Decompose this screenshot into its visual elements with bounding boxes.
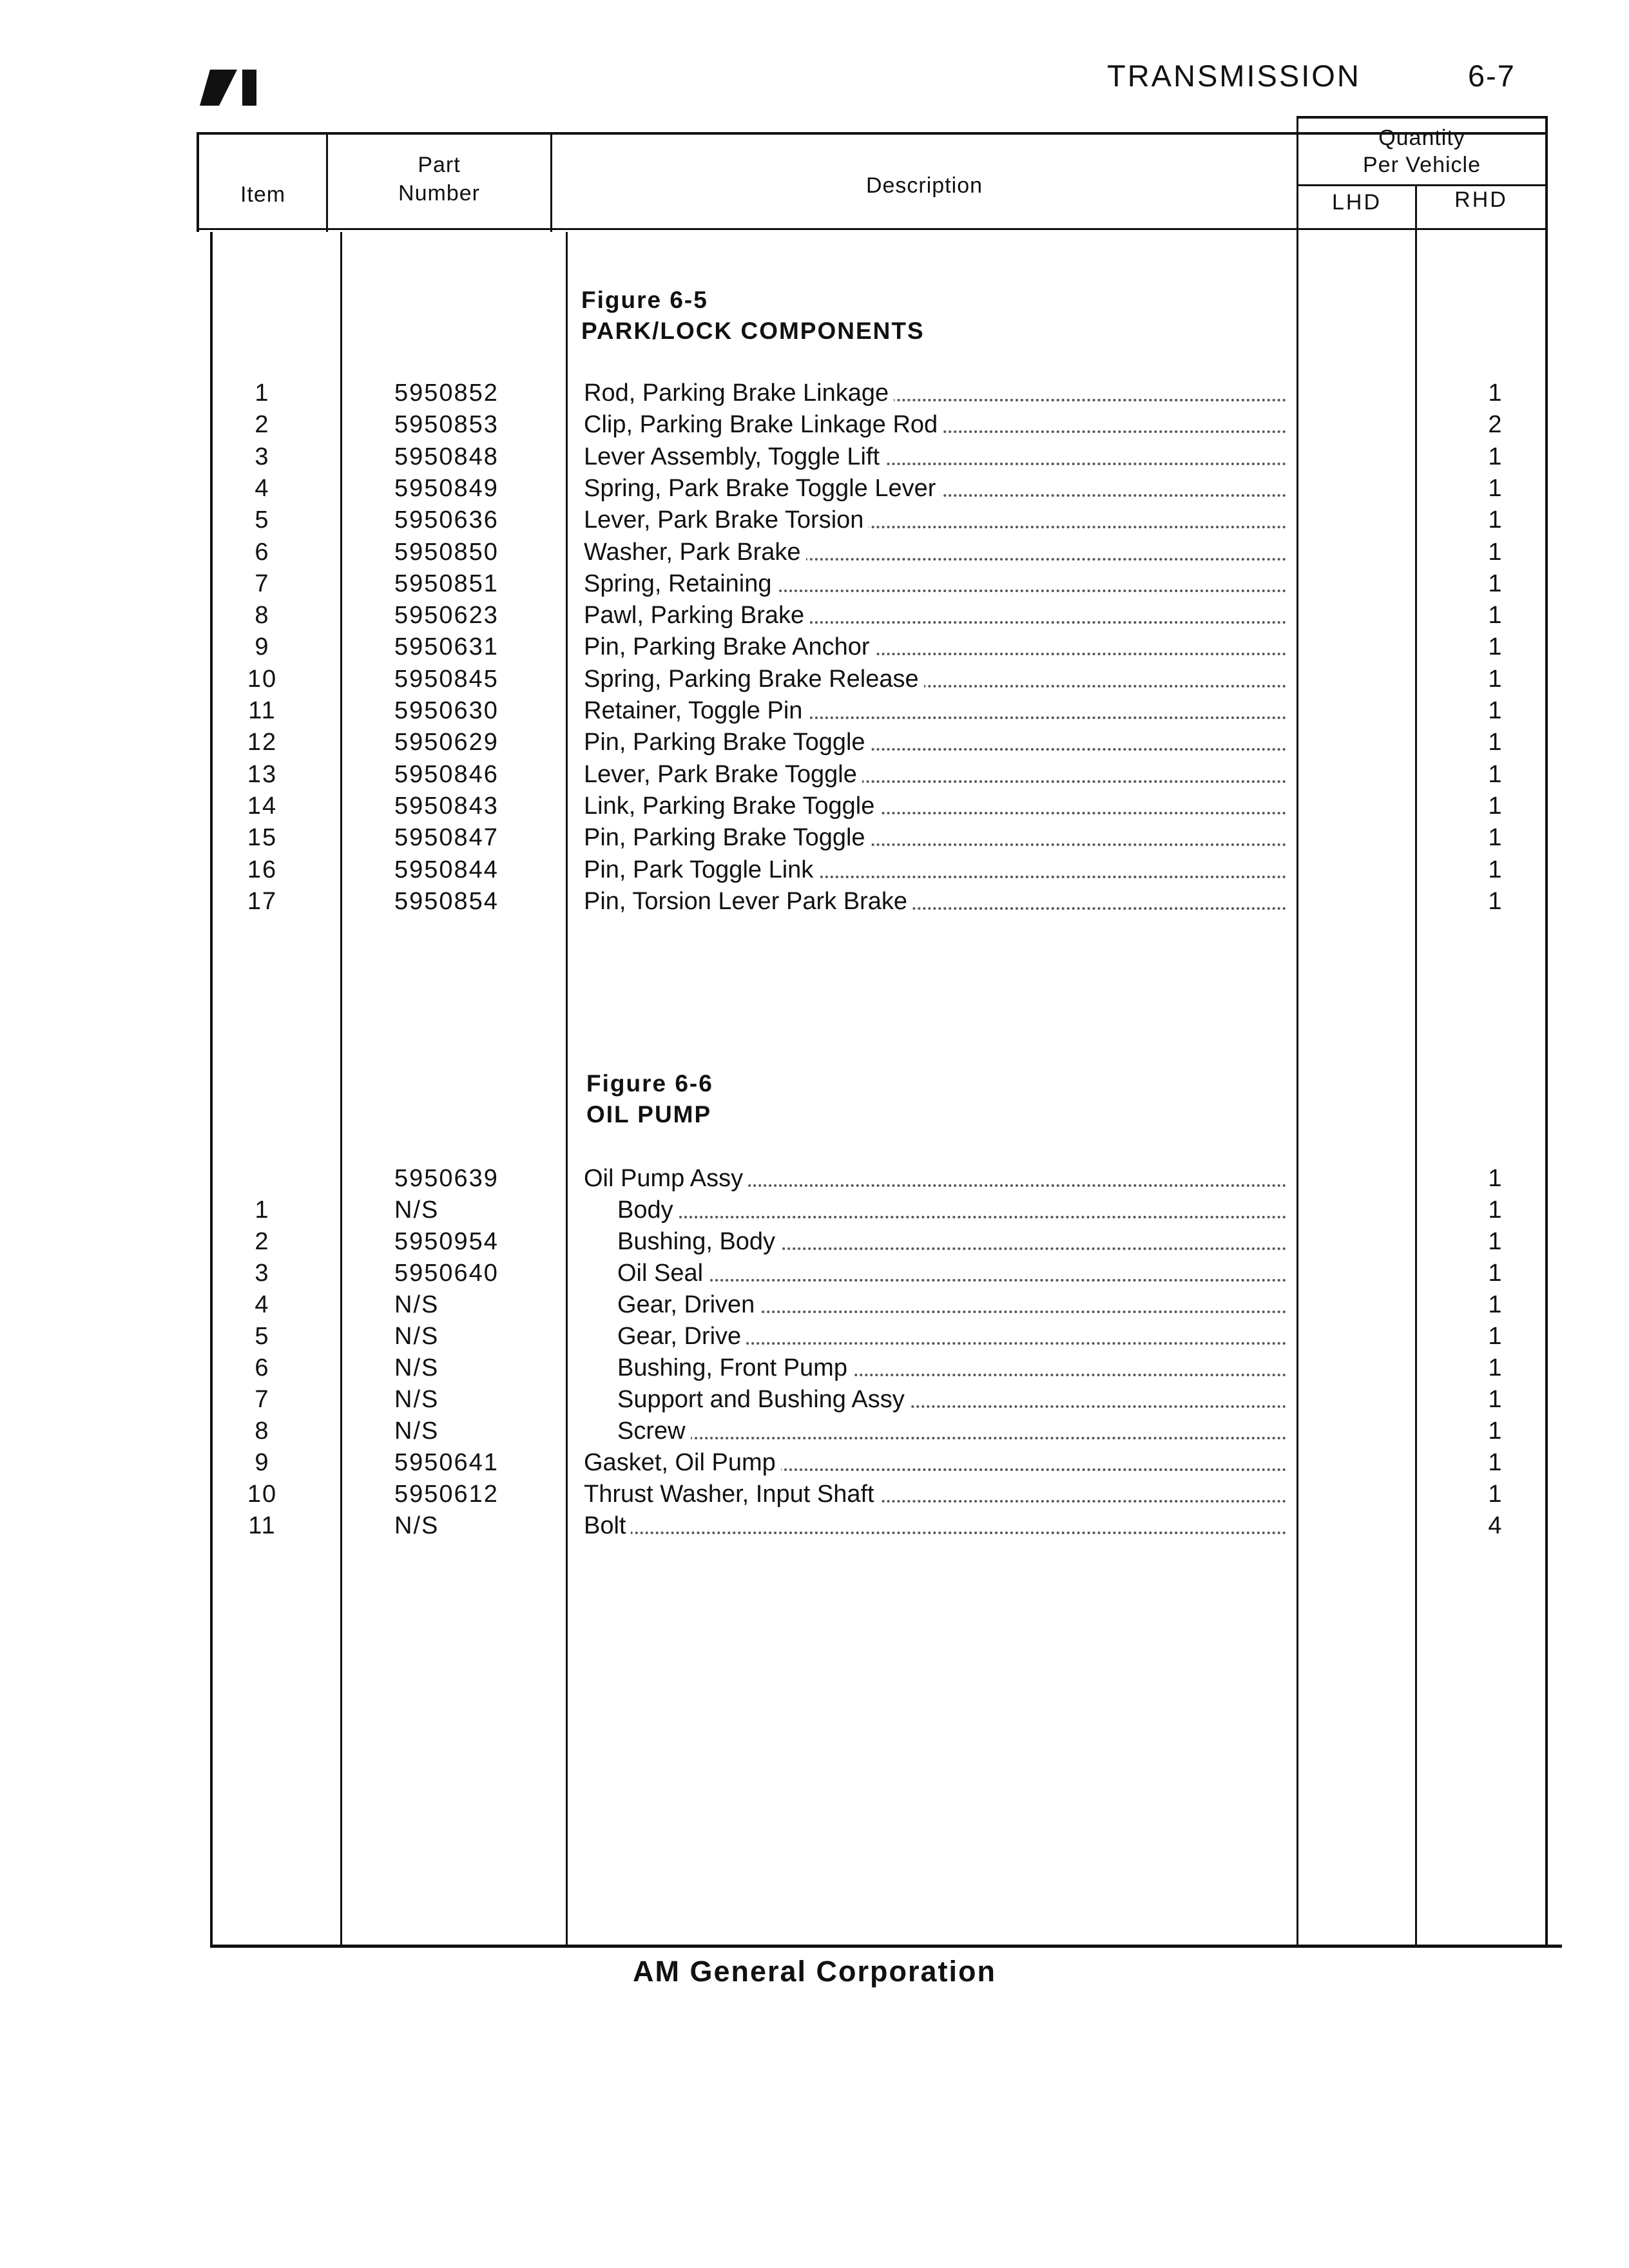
item-number: 7 [255, 570, 270, 597]
part-description [584, 408, 1286, 441]
figure-6-5-heading [581, 285, 925, 347]
figure-label: Figure 6-6 [586, 1070, 713, 1097]
table-row [0, 1383, 1629, 1416]
part-description [584, 885, 1286, 918]
part-description-text: Lever, Park Brake Torsion [584, 506, 869, 533]
item-number: 11 [248, 1512, 276, 1539]
rhd-quantity: 1 [1488, 1418, 1502, 1445]
part-description [584, 663, 1286, 695]
part-number: 5950636 [394, 506, 499, 534]
rhd-quantity: 1 [1488, 1354, 1502, 1381]
part-number: 5950847 [394, 824, 499, 852]
part-number: N/S [394, 1386, 439, 1413]
part-number: 5950630 [394, 697, 499, 724]
section-title: TRANSMISSION [1107, 59, 1361, 93]
part-number: N/S [394, 1323, 439, 1350]
rhd-quantity: 1 [1488, 1449, 1502, 1476]
table-row [0, 1352, 1629, 1384]
part-number: 5950641 [394, 1449, 499, 1476]
item-number: 11 [248, 697, 276, 724]
item-number: 8 [255, 1418, 270, 1445]
table-row [0, 1225, 1629, 1258]
part-description-text: Pin, Park Toggle Link [584, 856, 818, 883]
rhd-quantity: 1 [1488, 665, 1502, 693]
rhd-quantity: 2 [1488, 411, 1502, 439]
part-description [584, 441, 1286, 473]
table-row [0, 1320, 1629, 1352]
item-number: 2 [255, 411, 270, 439]
part-description-text: Pin, Parking Brake Anchor [584, 633, 875, 660]
part-description-text: Support and Bushing Assy [617, 1386, 910, 1413]
table-row [0, 441, 1629, 473]
part-description-text: Oil Seal [617, 1260, 708, 1287]
part-number: 5950851 [394, 570, 499, 597]
part-description [617, 1320, 1286, 1352]
part-description-text: Body [617, 1196, 679, 1224]
part-description-text: Clip, Parking Brake Linkage Rod [584, 411, 943, 438]
part-number: 5950853 [394, 411, 499, 439]
table-row [0, 599, 1629, 631]
figure-title: OIL PUMP [586, 1101, 712, 1128]
part-number: 5950639 [394, 1165, 499, 1192]
part-description-text: Oil Pump Assy [584, 1165, 748, 1192]
part-number: 5950854 [394, 887, 499, 915]
table-row [0, 695, 1629, 727]
part-description-text: Rod, Parking Brake Linkage [584, 380, 894, 407]
table-row [0, 1510, 1629, 1542]
rhd-quantity: 1 [1488, 474, 1502, 502]
part-number: 5950846 [394, 760, 499, 788]
part-description [584, 758, 1286, 791]
lhd-header: LHD [1331, 190, 1382, 215]
item-column-header: Item [240, 182, 286, 207]
figure-label: Figure 6-5 [581, 287, 708, 313]
rhd-quantity: 1 [1488, 729, 1502, 756]
rhd-quantity: 1 [1488, 443, 1502, 470]
table-row [0, 377, 1629, 409]
part-description-text: Link, Parking Brake Toggle [584, 793, 880, 820]
part-description-text: Pin, Parking Brake Toggle [584, 729, 871, 756]
publisher-footer: AM General Corporation [632, 1955, 997, 1988]
part-description-text: Lever, Park Brake Toggle [584, 761, 862, 788]
item-number: 4 [255, 1291, 270, 1318]
part-description-text: Retainer, Toggle Pin [584, 697, 807, 724]
part-description-text: Gasket, Oil Pump [584, 1449, 781, 1476]
rhd-quantity: 1 [1488, 506, 1502, 534]
rhd-quantity: 1 [1488, 760, 1502, 788]
part-description [584, 631, 1286, 663]
description-header: Description [865, 173, 983, 198]
part-description [584, 377, 1286, 409]
part-description-text: Spring, Retaining [584, 570, 777, 597]
part-description-text: Bolt [584, 1512, 631, 1539]
part-description-text: Gear, Driven [617, 1291, 760, 1318]
part-description [584, 599, 1286, 631]
rhd-quantity: 1 [1488, 538, 1502, 566]
header-divider [197, 228, 1548, 230]
table-row [0, 1415, 1629, 1447]
part-description-text: Gear, Drive [617, 1323, 746, 1350]
part-number: 5950844 [394, 856, 499, 883]
table-row [0, 408, 1629, 441]
part-description-text: Spring, Parking Brake Release [584, 666, 924, 693]
rhd-quantity: 1 [1488, 1323, 1502, 1350]
table-left-border [197, 132, 199, 232]
rhd-quantity: 1 [1488, 1165, 1502, 1192]
item-number: 7 [255, 1386, 270, 1413]
item-number: 5 [255, 1323, 270, 1350]
table-row [0, 631, 1629, 663]
part-number: 5950623 [394, 602, 499, 629]
rhd-quantity: 1 [1488, 1260, 1502, 1287]
table-row [0, 1478, 1629, 1510]
table-row [0, 854, 1629, 886]
figure-6-6-heading [586, 1068, 713, 1130]
part-description [584, 1446, 1286, 1479]
rhd-quantity: 1 [1488, 1386, 1502, 1413]
part-number: 5950631 [394, 633, 499, 661]
item-number: 10 [247, 665, 278, 693]
part-number: 5950848 [394, 443, 499, 470]
table-row [0, 790, 1629, 822]
item-number: 10 [247, 1481, 278, 1508]
part-number: 5950629 [394, 729, 499, 756]
part-description-text: Bushing, Front Pump [617, 1354, 853, 1381]
table-row [0, 536, 1629, 568]
table-row [0, 885, 1629, 918]
rhd-quantity: 1 [1488, 824, 1502, 852]
part-description [617, 1257, 1286, 1289]
am-general-logo [200, 70, 259, 106]
part-description [617, 1383, 1286, 1416]
item-number: 5 [255, 506, 270, 534]
part-description [584, 695, 1286, 727]
rhd-quantity: 1 [1488, 697, 1502, 724]
rhd-quantity: 1 [1488, 380, 1502, 407]
part-description-text: Screw [617, 1418, 691, 1445]
part-description [584, 822, 1286, 854]
part-description [584, 536, 1286, 568]
part-description [584, 726, 1286, 758]
table-row [0, 504, 1629, 536]
rhd-quantity: 1 [1488, 1196, 1502, 1224]
quantity-header-line1: Quantity [1378, 126, 1465, 150]
table-bottom-border [210, 1945, 1562, 1948]
part-description-text: Pawl, Parking Brake [584, 602, 809, 629]
item-number: 12 [247, 729, 278, 756]
part-number: N/S [394, 1196, 439, 1224]
part-description-text: Washer, Park Brake [584, 539, 806, 566]
rhd-quantity: 1 [1488, 1228, 1502, 1255]
part-number: N/S [394, 1291, 439, 1318]
item-number: 6 [255, 1354, 270, 1381]
part-description-text: Lever Assembly, Toggle Lift [584, 443, 885, 470]
item-number: 1 [255, 1196, 270, 1224]
table-row [0, 472, 1629, 505]
rhd-quantity: 1 [1488, 602, 1502, 629]
part-number-header-line2: Number [398, 181, 480, 206]
table-row [0, 1289, 1629, 1321]
table-row [0, 1194, 1629, 1226]
table-row [0, 1257, 1629, 1289]
table-row [0, 568, 1629, 600]
figure-title: PARK/LOCK COMPONENTS [581, 318, 925, 344]
item-number: 15 [247, 824, 278, 852]
part-number: 5950640 [394, 1260, 499, 1287]
part-number: 5950954 [394, 1228, 499, 1255]
rhd-quantity: 1 [1488, 1481, 1502, 1508]
table-row [0, 1162, 1629, 1195]
rhd-quantity: 1 [1488, 887, 1502, 915]
rhd-quantity: 1 [1488, 792, 1502, 820]
item-number: 9 [255, 1449, 270, 1476]
quantity-box-top [1296, 116, 1548, 119]
part-number: N/S [394, 1418, 439, 1445]
quantity-header-line2: Per Vehicle [1363, 153, 1481, 177]
part-description-text: Bushing, Body [617, 1228, 780, 1255]
table-row [0, 758, 1629, 791]
item-number: 14 [247, 792, 278, 820]
table-row [0, 663, 1629, 695]
rhd-quantity: 1 [1488, 633, 1502, 661]
part-number: 5950852 [394, 380, 499, 407]
item-number: 16 [247, 856, 278, 883]
part-description [584, 1478, 1286, 1510]
item-number: 9 [255, 633, 270, 661]
part-number: 5950850 [394, 538, 499, 566]
table-row [0, 726, 1629, 758]
item-number: 13 [247, 760, 278, 788]
rhd-quantity: 1 [1488, 1291, 1502, 1318]
part-description [617, 1415, 1286, 1447]
item-number: 1 [255, 380, 270, 407]
part-description [584, 854, 1286, 886]
part-number: N/S [394, 1512, 439, 1539]
part-number: N/S [394, 1354, 439, 1381]
part-number: 5950849 [394, 474, 499, 502]
item-number: 6 [255, 538, 270, 566]
part-description-text: Pin, Parking Brake Toggle [584, 824, 871, 851]
part-description-text: Spring, Park Brake Toggle Lever [584, 475, 941, 502]
rhd-quantity: 4 [1488, 1512, 1502, 1539]
item-number: 8 [255, 602, 270, 629]
table-row [0, 1446, 1629, 1479]
part-description [584, 1162, 1286, 1195]
part-description [584, 568, 1286, 600]
part-description-text: Thrust Washer, Input Shaft [584, 1481, 880, 1508]
page-number: 6-7 [1468, 59, 1516, 93]
part-number: 5950843 [394, 792, 499, 820]
part-number: 5950845 [394, 665, 499, 693]
rhd-quantity: 1 [1488, 856, 1502, 883]
item-number: 4 [255, 474, 270, 502]
part-description-text: Pin, Torsion Lever Park Brake [584, 888, 912, 915]
part-description [584, 504, 1286, 536]
part-description [617, 1225, 1286, 1258]
part-number-header-line1: Part [418, 153, 461, 177]
part-description [617, 1194, 1286, 1226]
part-number: 5950612 [394, 1481, 499, 1508]
part-description [584, 472, 1286, 505]
item-number: 3 [255, 443, 270, 470]
part-description [584, 1510, 1286, 1542]
rhd-quantity: 1 [1488, 570, 1502, 597]
item-number: 2 [255, 1228, 270, 1255]
rhd-header: RHD [1454, 187, 1508, 212]
table-row [0, 822, 1629, 854]
item-number: 3 [255, 1260, 270, 1287]
item-number: 17 [247, 887, 278, 915]
part-description [617, 1352, 1286, 1384]
part-description [617, 1289, 1286, 1321]
part-description [584, 790, 1286, 822]
